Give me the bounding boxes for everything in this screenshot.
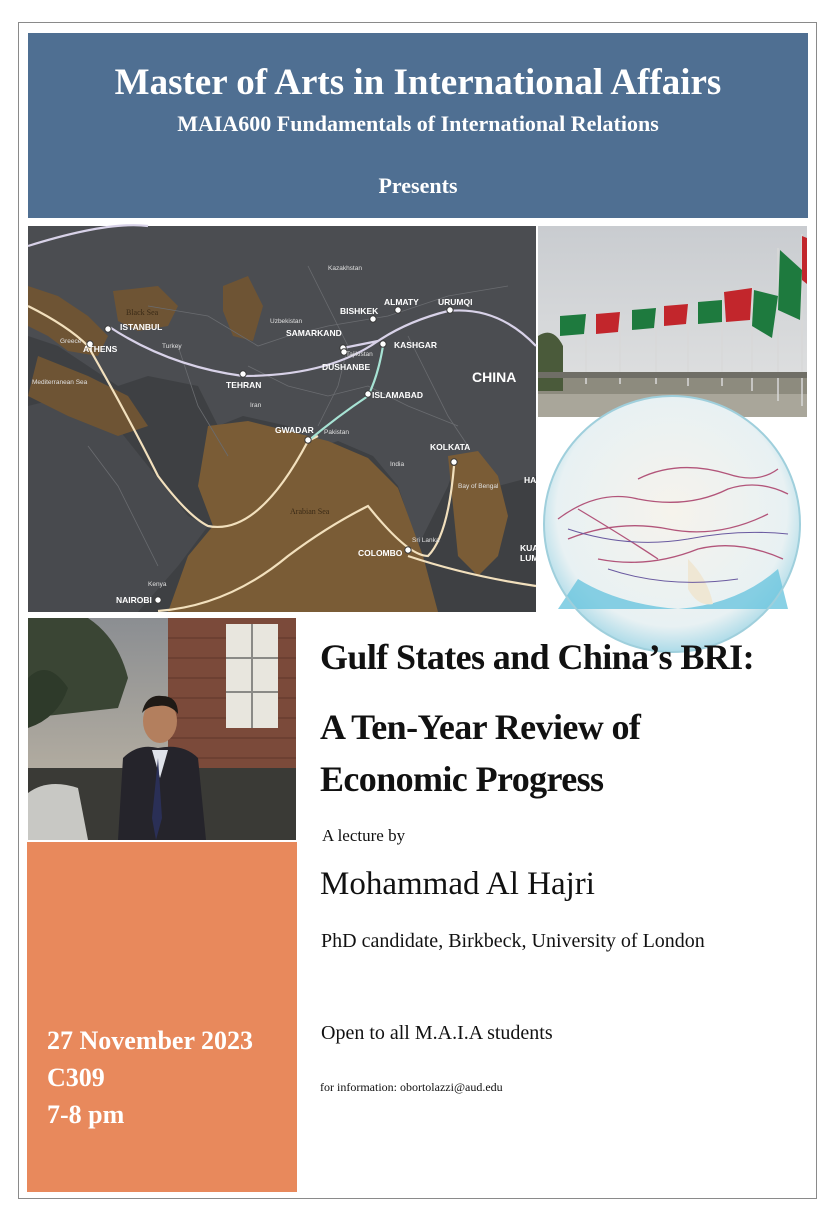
program-title: Master of Arts in International Affairs (114, 62, 722, 103)
map-city-istanbul: ISTANBUL (120, 322, 163, 332)
map-city-tehran: TEHRAN (226, 380, 262, 390)
map-city-gwadar: GWADAR (275, 425, 314, 435)
audience-note: Open to all M.A.I.A students (321, 1022, 553, 1044)
map-city-dushanbe: DUSHANBE (322, 362, 371, 372)
map-label-turkey: Turkey (162, 343, 182, 350)
lecture-title-line-2: A Ten-Year Review of (320, 707, 641, 747)
map-label-black-sea: Black Sea (126, 308, 159, 317)
map-label-kazakhstan: Kazakhstan (328, 265, 362, 272)
map-label-arabian-sea: Arabian Sea (290, 507, 330, 516)
contact-info: for information: obortolazzi@aud.edu (320, 1080, 503, 1094)
map-city-bishkek: BISHKEK (340, 306, 379, 316)
map-label-mediterranean: Mediterranean Sea (32, 379, 88, 386)
map-label-china: CHINA (472, 369, 517, 385)
map-edge-label-3: LUM (520, 553, 539, 563)
event-date: 27 November 2023 (47, 1026, 254, 1055)
map-city-nairobi: NAIROBI (116, 595, 152, 605)
map-label-uzbekistan: Uzbekistan (270, 318, 303, 325)
map-city-colombo: COLOMBO (358, 548, 403, 558)
event-time: 7-8 pm (47, 1100, 125, 1129)
map-city-kashgar: KASHGAR (394, 340, 437, 350)
map-label-pakistan: Pakistan (324, 429, 349, 436)
course-subtitle: MAIA600 Fundamentals of International Relations (177, 111, 659, 136)
map-label-iran: Iran (250, 402, 262, 409)
flags-illustration (538, 226, 807, 417)
header-banner (28, 33, 808, 218)
globe-illustration (538, 419, 807, 612)
map-label-sri-lanka: Sri Lanka (412, 537, 440, 544)
speaker-affiliation: PhD candidate, Birkbeck, University of London (321, 930, 705, 952)
map-label-bay-of-bengal: Bay of Bengal (458, 483, 499, 490)
map-edge-label-2: KUA (520, 543, 539, 553)
event-info (47, 1022, 253, 1133)
speaker-name: Mohammad Al Hajri (320, 866, 595, 902)
globe-route-map (538, 419, 807, 612)
map-city-kolkata: KOLKATA (430, 442, 471, 452)
flags-photo (538, 226, 807, 417)
belt-and-road-map (28, 226, 539, 612)
map-graphic (28, 226, 539, 612)
map-edge-label-1: HA (524, 475, 537, 485)
map-label-greece: Greece (60, 338, 82, 345)
lecture-title-line-1: Gulf States and China’s BRI: (320, 637, 754, 677)
presents-label: Presents (378, 173, 458, 198)
map-city-islamabad: ISLAMABAD (372, 390, 423, 400)
speaker-illustration (28, 618, 296, 840)
event-details-panel (27, 842, 297, 1192)
map-city-almaty: ALMATY (384, 297, 419, 307)
map-city-athens: ATHENS (83, 344, 118, 354)
map-city-urumqi: URUMQI (438, 297, 473, 307)
map-label-kenya: Kenya (148, 581, 167, 588)
map-city-samarkand: SAMARKAND (286, 328, 342, 338)
event-room: C309 (47, 1063, 105, 1092)
map-label-tajikistan: Tajikistan (346, 351, 373, 358)
lecture-by-label: A lecture by (322, 826, 406, 845)
lecture-title-line-3: Economic Progress (320, 759, 604, 799)
map-label-india: India (390, 461, 405, 468)
speaker-photo (28, 618, 296, 840)
